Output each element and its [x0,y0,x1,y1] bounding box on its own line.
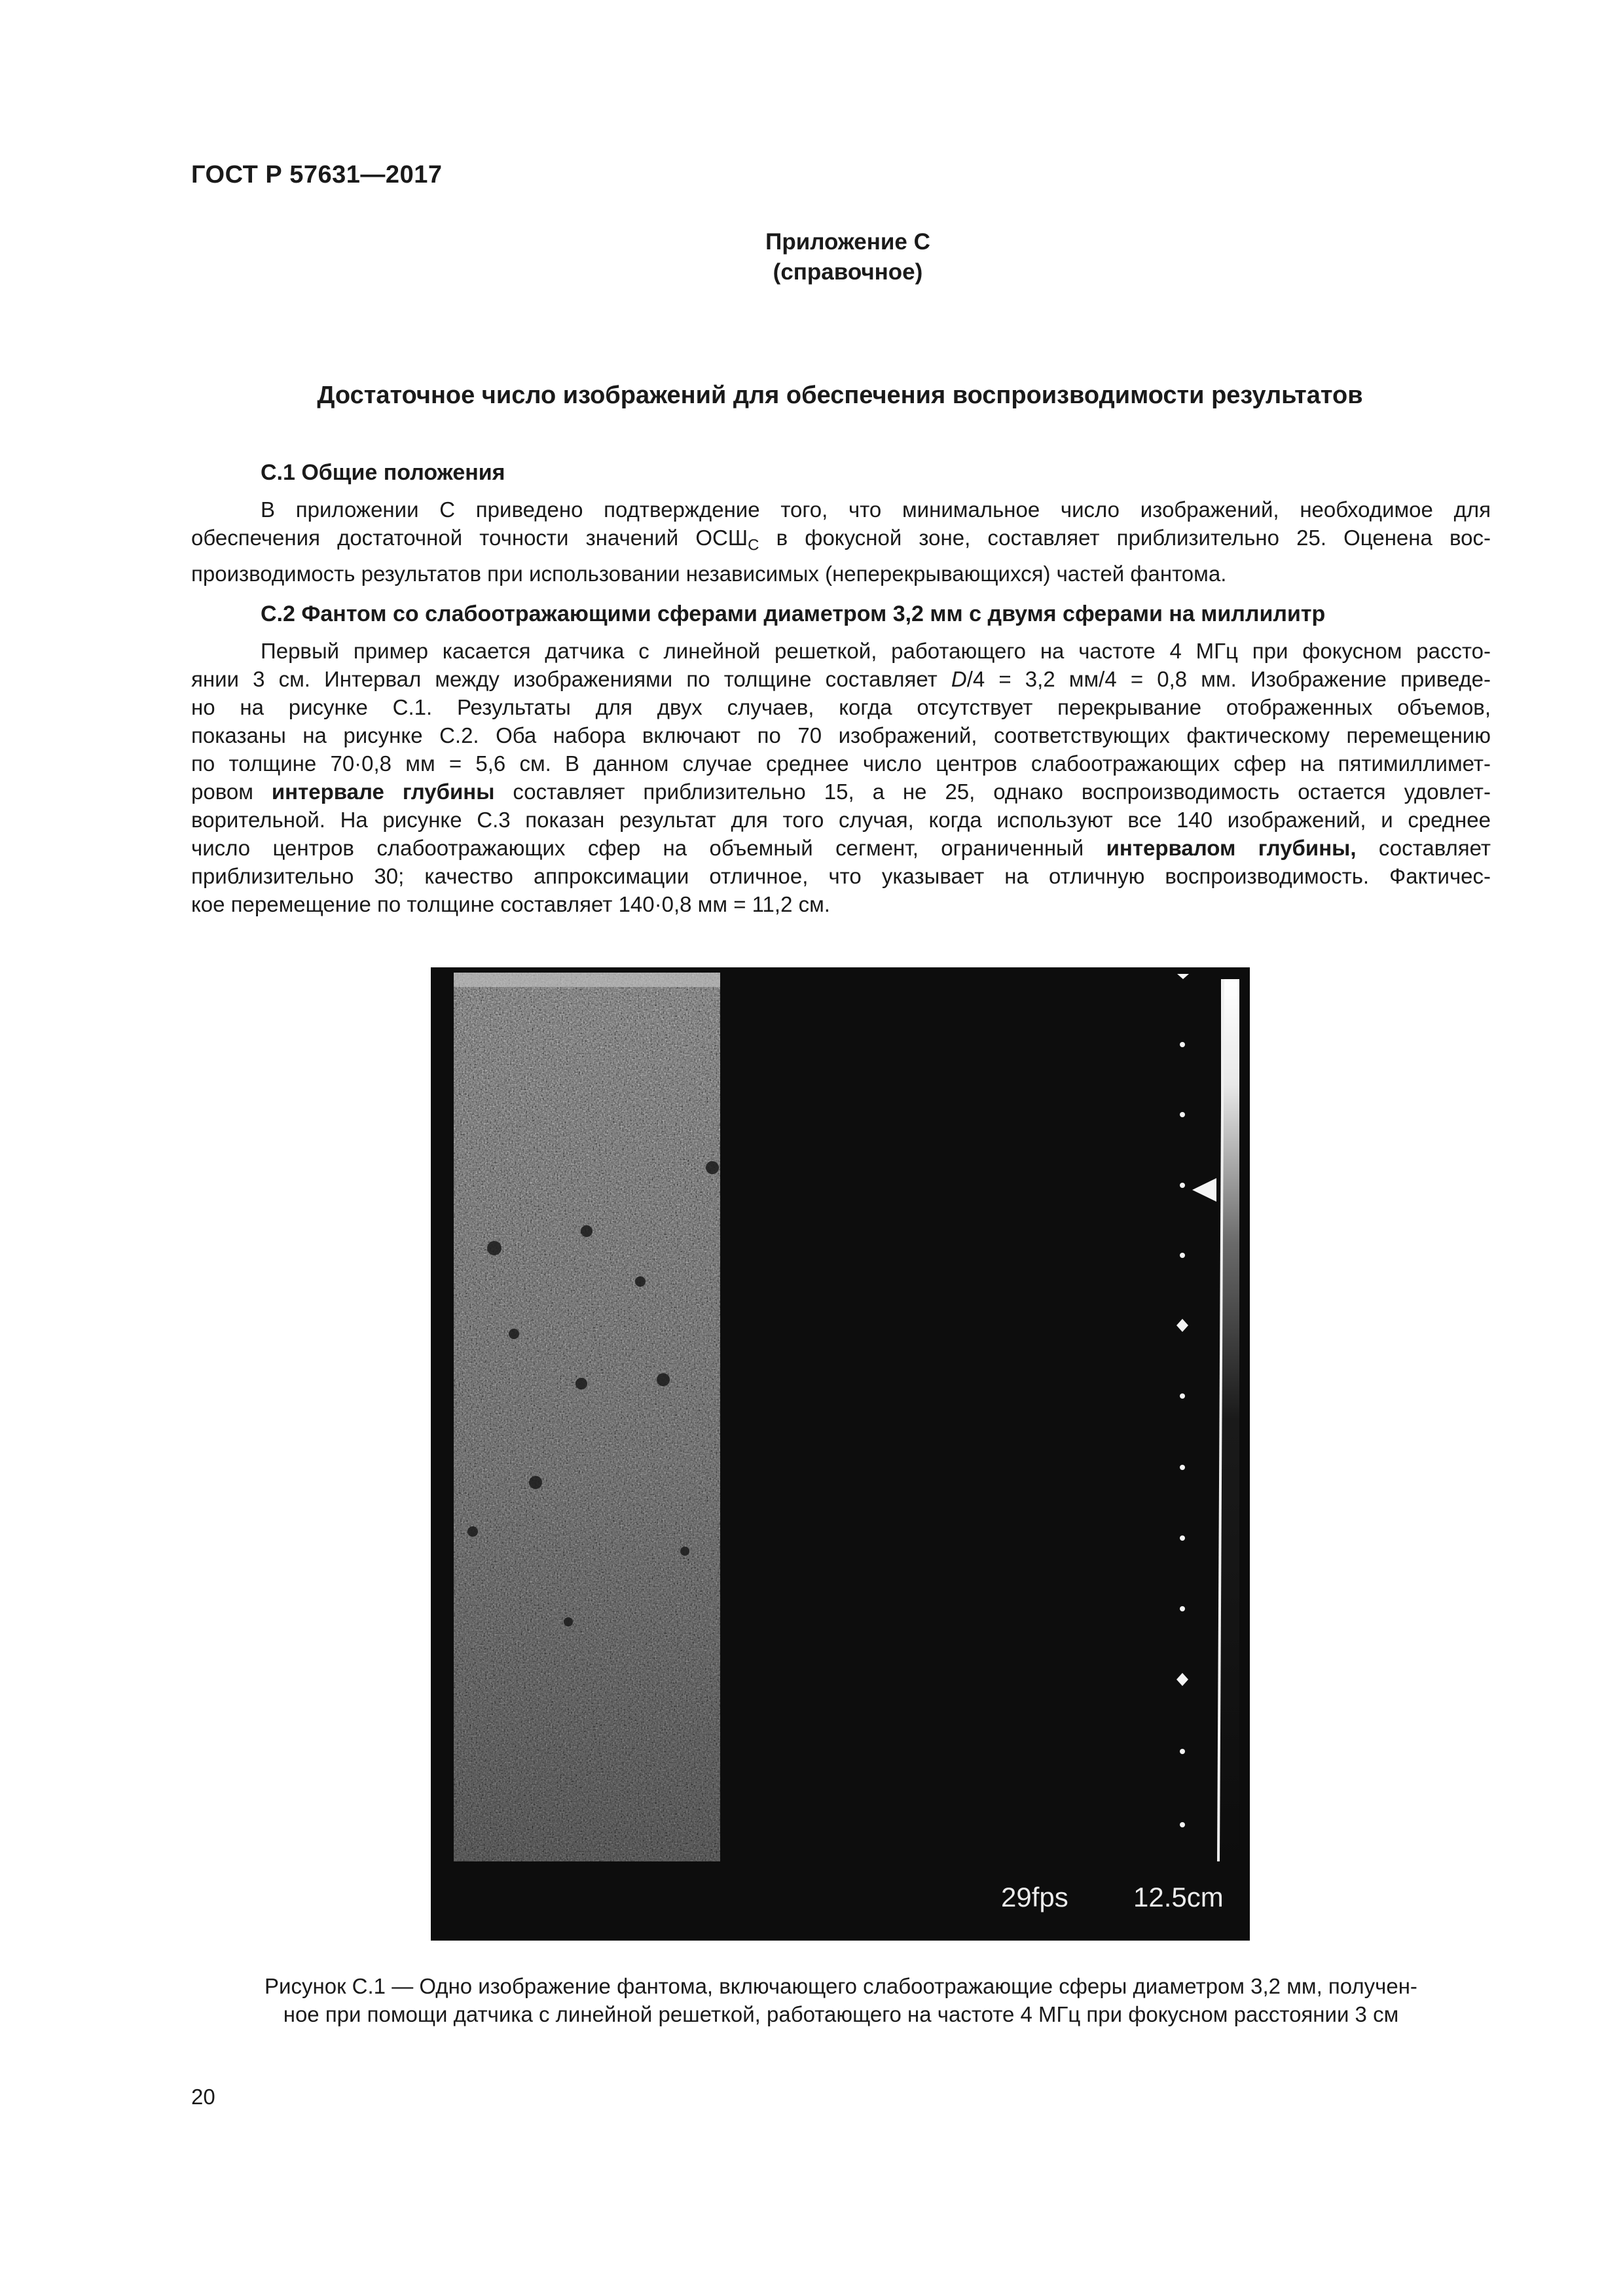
bold-term: интервале глубины [271,780,495,804]
text-line: ворительной. На рисунке С.3 показан результат для того случая, когда используют все 140 изображений, и среднее [191,808,1491,832]
page-number: 20 [191,2085,215,2109]
text-fragment: янии 3 см. Интервал между изображениями по толщине составляет [191,667,951,691]
ultrasound-figure [431,967,1250,1941]
appendix-label: Приложение С [765,229,930,255]
section-2-paragraph [191,637,1491,918]
section-1-paragraph [191,495,1491,588]
depth-readout: 12.5cm [1133,1882,1224,1912]
caption-line: ное при помощи датчика с линейной решеткой, работающего на частоте 4 МГц при фокусном расстоянии 3 см [283,2002,1399,2026]
ultrasound-graphic [431,967,1250,1941]
text-fragment: составляет приблизительно 15, а не 25, однако воспроизводимость остается удовлет- [494,780,1491,804]
section-2-heading: С.2 Фантом со слабоотражающими сферами диаметром 3,2 мм с двумя сферами на миллилитр [261,601,1326,626]
text-line: по толщине 70·0,8 мм = 5,6 см. В данном случае среднее число центров слабоотражающих сфер на пятимиллимет- [191,751,1491,776]
text-line [191,665,1491,693]
bold-term: интервалом глубины, [1106,836,1357,860]
subscript: C [748,536,759,554]
text-fragment: в фокусной зоне, составляет приблизительно 25. Оценена вос- [776,526,1491,550]
text-line: приблизительно 30; качество аппроксимации отличное, что указывает на отличную воспроизводимость. Фактичес- [191,864,1491,888]
variable-d: D [951,667,967,691]
ultrasound-speckle-image [454,973,720,1861]
text-line [191,524,1491,560]
text-line: кое перемещение по толщине составляет 140·0,8 мм = 11,2 см. [191,892,830,916]
text-fragment: число центров слабоотражающих сфер на объемный сегмент, ограниченный [191,836,1106,860]
text-line [191,834,1491,862]
text-line: Первый пример касается датчика с линейной решеткой, работающего на частоте 4 МГц при фокусном рассто- [261,639,1491,663]
focus-marker [1192,1178,1216,1202]
text-line [191,778,1491,806]
text-fragment: /4 = 3,2 мм/4 = 0,8 мм. Изображение приведе- [966,667,1491,691]
grayscale-bar [1221,979,1239,1859]
frame-rate-readout: 29fps [1001,1882,1068,1912]
depth-scale-markers [1176,974,1189,1827]
text-line: показаны на рисунке С.2. Оба набора включают по 70 изображений, соответствующих фактическому перемещению [191,723,1491,747]
text-fragment: обеспечения достаточной точности значений ОСШ [191,526,748,550]
appendix-type: (справочное) [773,259,923,285]
text-fragment: составляет [1356,836,1491,860]
text-line: производимость результатов при использовании независимых (неперекрывающихся) частей фантома. [191,561,1227,586]
text-fragment: ровом [191,780,272,804]
document-code: ГОСТ Р 57631—2017 [191,161,443,188]
text-line: но на рисунке С.1. Результаты для двух случаев, когда отсутствует перекрывание отображенных объемов, [191,695,1491,719]
figure-caption [191,1972,1491,2028]
text-line: В приложении С приведено подтверждение того, что минимальное число изображений, необходимое для [261,497,1491,522]
section-1-heading: С.1 Общие положения [261,460,505,485]
appendix-title: Достаточное число изображений для обеспечения воспроизводимости результатов [317,382,1363,409]
caption-line: Рисунок С.1 — Одно изображение фантома, включающего слабоотражающие сферы диаметром 3,2 мм, получен- [264,1974,1417,1998]
